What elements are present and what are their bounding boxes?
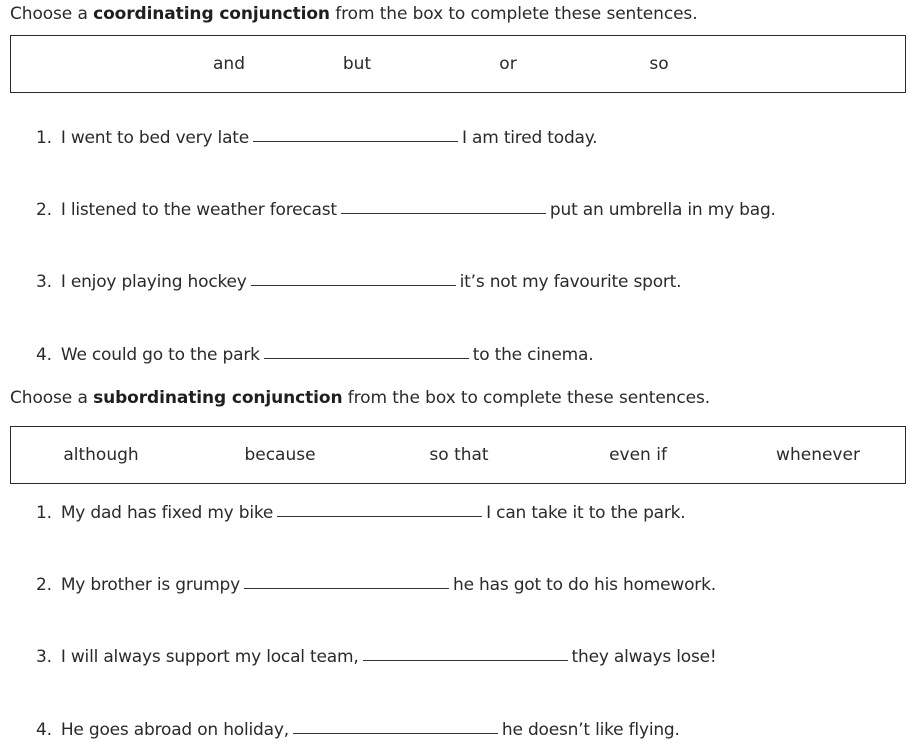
- word-so-that: so that: [429, 445, 489, 465]
- instruction-text-post: from the box to complete these sentences.: [342, 388, 711, 408]
- sentence-start: My brother is grumpy: [60, 575, 241, 595]
- answer-blank[interactable]: [264, 357, 469, 359]
- coord-sentence-4: [36, 345, 593, 365]
- word-but: but: [342, 54, 372, 74]
- instruction-text-bold: coordinating conjunction: [93, 4, 330, 24]
- sentence-end: put an umbrella in my bag.: [549, 200, 776, 220]
- sentence-start: We could go to the park: [60, 345, 260, 365]
- word-whenever: whenever: [776, 445, 860, 465]
- answer-blank[interactable]: [251, 284, 456, 286]
- word-so: so: [649, 54, 669, 74]
- word-box-coordinating: [10, 35, 906, 93]
- sentence-end: to the cinema.: [472, 345, 594, 365]
- sentence-end: he doesn’t like flying.: [501, 720, 680, 740]
- sentence-start: I will always support my local team,: [60, 647, 359, 667]
- instruction-subordinating: [10, 388, 710, 408]
- sentence-end: I can take it to the park.: [486, 503, 686, 523]
- sub-sentence-4: [36, 720, 680, 740]
- sentence-number: 4.: [36, 720, 52, 740]
- coord-sentence-1: [36, 128, 597, 148]
- sentence-start: I went to bed very late: [60, 128, 250, 148]
- answer-blank[interactable]: [277, 515, 482, 517]
- instruction-text-pre: Choose a: [10, 4, 94, 24]
- coord-sentence-3: [36, 272, 681, 292]
- word-or: or: [499, 54, 517, 74]
- word-and: and: [213, 54, 245, 74]
- word-although: although: [63, 445, 139, 465]
- answer-blank[interactable]: [341, 212, 546, 214]
- sentence-start: My dad has fixed my bike: [60, 503, 274, 523]
- answer-blank[interactable]: [244, 587, 449, 589]
- sentence-number: 4.: [36, 345, 52, 365]
- sub-sentence-1: [36, 503, 686, 523]
- word-because: because: [244, 445, 316, 465]
- sentence-end: it’s not my favourite sport.: [459, 272, 682, 292]
- instruction-coordinating: [10, 4, 698, 24]
- sentence-start: I enjoy playing hockey: [60, 272, 247, 292]
- answer-blank[interactable]: [293, 732, 498, 734]
- sentence-end: they always lose!: [571, 647, 717, 667]
- sentence-number: 2.: [36, 575, 52, 595]
- sentence-number: 1.: [36, 128, 52, 148]
- sub-sentence-3: [36, 647, 717, 667]
- word-box-subordinating: [10, 426, 906, 484]
- instruction-text-post: from the box to complete these sentences.: [329, 4, 698, 24]
- instruction-text-bold: subordinating conjunction: [93, 388, 343, 408]
- sentence-number: 3.: [36, 272, 52, 292]
- instruction-text-pre: Choose a: [10, 388, 94, 408]
- sentence-end: I am tired today.: [462, 128, 598, 148]
- sentence-number: 3.: [36, 647, 52, 667]
- answer-blank[interactable]: [363, 659, 568, 661]
- sentence-end: he has got to do his homework.: [453, 575, 716, 595]
- word-even-if: even if: [609, 445, 667, 465]
- sentence-start: I listened to the weather forecast: [60, 200, 337, 220]
- sub-sentence-2: [36, 575, 716, 595]
- coord-sentence-2: [36, 200, 776, 220]
- answer-blank[interactable]: [253, 140, 458, 142]
- sentence-start: He goes abroad on holiday,: [60, 720, 289, 740]
- sentence-number: 1.: [36, 503, 52, 523]
- sentence-number: 2.: [36, 200, 52, 220]
